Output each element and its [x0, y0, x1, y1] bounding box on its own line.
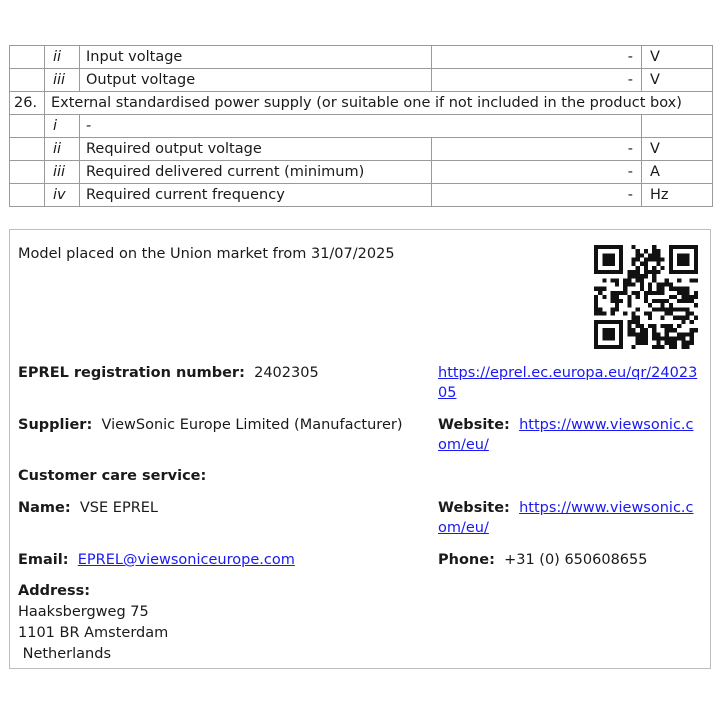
customer-care-heading: Customer care service: — [18, 468, 207, 484]
row-label: - — [80, 115, 642, 138]
row-unit: V — [642, 138, 713, 161]
row-subindex: ii — [45, 138, 80, 161]
supplier-value: ViewSonic Europe Limited (Manufacturer) — [101, 417, 403, 433]
power-supply-table — [9, 45, 713, 207]
row-value: - — [432, 69, 642, 92]
row-label: Input voltage — [80, 46, 432, 69]
row-subindex: i — [45, 115, 80, 138]
email-link[interactable]: EPREL@viewsoniceurope.com — [77, 552, 295, 568]
row-subindex: iii — [45, 161, 80, 184]
care-website-label: Website: — [438, 500, 510, 516]
row-subindex: iii — [45, 69, 80, 92]
supplier-website-link[interactable]: https://www.viewsonic.com/eu/ — [438, 417, 694, 453]
eprel-label: EPREL registration number: — [18, 365, 245, 381]
email-line — [18, 550, 295, 570]
qr-code-icon[interactable] — [594, 245, 698, 349]
model-placed-text: Model placed on the Union market from 31/07/2025 — [18, 246, 395, 262]
row-subindex: iv — [45, 184, 80, 207]
table-row — [10, 115, 713, 138]
table-row — [10, 138, 713, 161]
row-value: - — [432, 138, 642, 161]
supplier-website-line — [438, 415, 700, 455]
row-label: Required delivered current (minimum) — [80, 161, 432, 184]
address-line-3: Netherlands — [18, 646, 111, 662]
phone-line — [438, 550, 647, 570]
table-row — [10, 46, 713, 69]
address-label: Address: — [18, 583, 91, 599]
table-row — [10, 161, 713, 184]
eprel-number: 2402305 — [254, 365, 319, 381]
care-website-link[interactable]: https://www.viewsonic.com/eu/ — [438, 500, 694, 536]
eprel-link-container — [438, 363, 700, 403]
row-unit: Hz — [642, 184, 713, 207]
row-unit: V — [642, 46, 713, 69]
row-subindex: ii — [45, 46, 80, 69]
name-value: VSE EPREL — [79, 500, 159, 516]
name-label: Name: — [18, 500, 71, 516]
row-number — [10, 46, 45, 69]
row-number — [10, 115, 45, 138]
eprel-link[interactable]: https://eprel.ec.europa.eu/qr/2402305 — [438, 365, 698, 401]
row-number — [10, 184, 45, 207]
row-value: - — [432, 46, 642, 69]
phone-label: Phone: — [438, 552, 495, 568]
table-row — [10, 184, 713, 207]
table-row — [10, 92, 713, 115]
row-label: Required current frequency — [80, 184, 432, 207]
row-number — [10, 138, 45, 161]
row-label: Required output voltage — [80, 138, 432, 161]
email-label: Email: — [18, 552, 69, 568]
row-unit — [642, 115, 713, 138]
phone-value: +31 (0) 650608655 — [504, 552, 648, 568]
row-value: - — [432, 184, 642, 207]
row-unit: A — [642, 161, 713, 184]
row-number — [10, 161, 45, 184]
row-label: Output voltage — [80, 69, 432, 92]
care-name-line — [18, 498, 158, 518]
row-number: 26. — [10, 92, 45, 115]
product-info-panel — [9, 229, 711, 669]
address-line-2: 1101 BR Amsterdam — [18, 625, 169, 641]
section-title: External standardised power supply (or suitable one if not included in the product box) — [45, 92, 713, 115]
eprel-registration — [18, 363, 319, 383]
supplier-line — [18, 415, 403, 435]
care-website-line — [438, 498, 700, 538]
table-row — [10, 69, 713, 92]
row-value: - — [432, 161, 642, 184]
row-unit: V — [642, 69, 713, 92]
supplier-website-label: Website: — [438, 417, 510, 433]
address-line-1: Haaksbergweg 75 — [18, 604, 149, 620]
supplier-label: Supplier: — [18, 417, 93, 433]
row-number — [10, 69, 45, 92]
